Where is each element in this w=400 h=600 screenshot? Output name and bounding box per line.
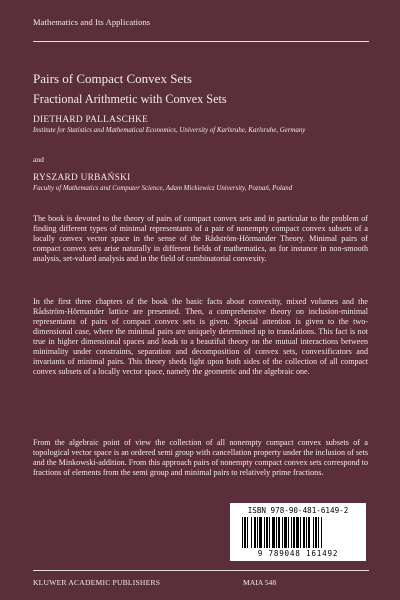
bottom-rule	[33, 570, 369, 571]
author-name: DIETHARD PALLASCHKE	[33, 115, 149, 125]
series-name: Mathematics and Its Applications	[33, 17, 151, 27]
series-number: MAIA 548	[243, 578, 277, 587]
author-conjunction: and	[33, 155, 44, 164]
book-title: Pairs of Compact Convex Sets	[33, 71, 192, 86]
book-subtitle: Fractional Arithmetic with Convex Sets	[33, 92, 227, 106]
top-rule	[33, 41, 369, 42]
description-paragraph: In the first three chapters of the book the basic facts about convexity, mixed volumes and the Rådström-Hörmander lattice are presented. Then, a comprehensive theory on inclusion-minimal representants of pairs of compact convex sets is given. Special attention is given to the two-dimensional case, where the minimal pairs are uniquely determined up to translations. This fact is not true in higher dimensional spaces and leads to a beautiful theory on the mutual interactions between minimality under constraints, separation and decomposition of convex sets, convexificators and invariants of minimal pairs. This theory sheds light upon both sides of the collection of all compact convex subsets of a locally vector space, namely the geometric and the algebraic one.	[33, 297, 368, 377]
barcode-digits: 9 789048 161492	[257, 549, 339, 558]
description-paragraph: From the algebraic point of view the collection of all nonempty compact convex subsets of a topological vector space is an ordered semi group with cancellation property under the inclusion of sets and the Minkowski-addition. From this approach pairs of nonempty compact convex sets correspond to fractions of elements from the semi group and minimal pairs to relatively prime fractions.	[33, 438, 368, 478]
isbn-label: ISBN 978-90-481-6149-2	[247, 506, 349, 515]
author-name: RYSZARD URBAŃSKI	[33, 173, 131, 183]
barcode-bars	[242, 517, 354, 548]
isbn-barcode	[230, 503, 366, 561]
author-affiliation: Faculty of Mathematics and Computer Science, Adam Mickiewicz University, Poznań, Poland	[33, 185, 293, 192]
author-affiliation: Institute for Statistics and Mathematical Economics, University of Karlsruhe, Karlsruhe, Germany	[33, 127, 306, 134]
publisher-name: KLUWER ACADEMIC PUBLISHERS	[33, 578, 161, 587]
description-paragraph: The book is devoted to the theory of pairs of compact convex sets and in particular to the problem of finding different types of minimal representants of a pair of nonempty compact convex subsets of a locally convex vector space in the sense of the Rådström-Hörmander Theory. Minimal pairs of compact convex sets arise naturally in different fields of mathematics, as for instance in non-smooth analysis, set-valued analysis and in the field of combinatorial convexity.	[33, 214, 368, 264]
